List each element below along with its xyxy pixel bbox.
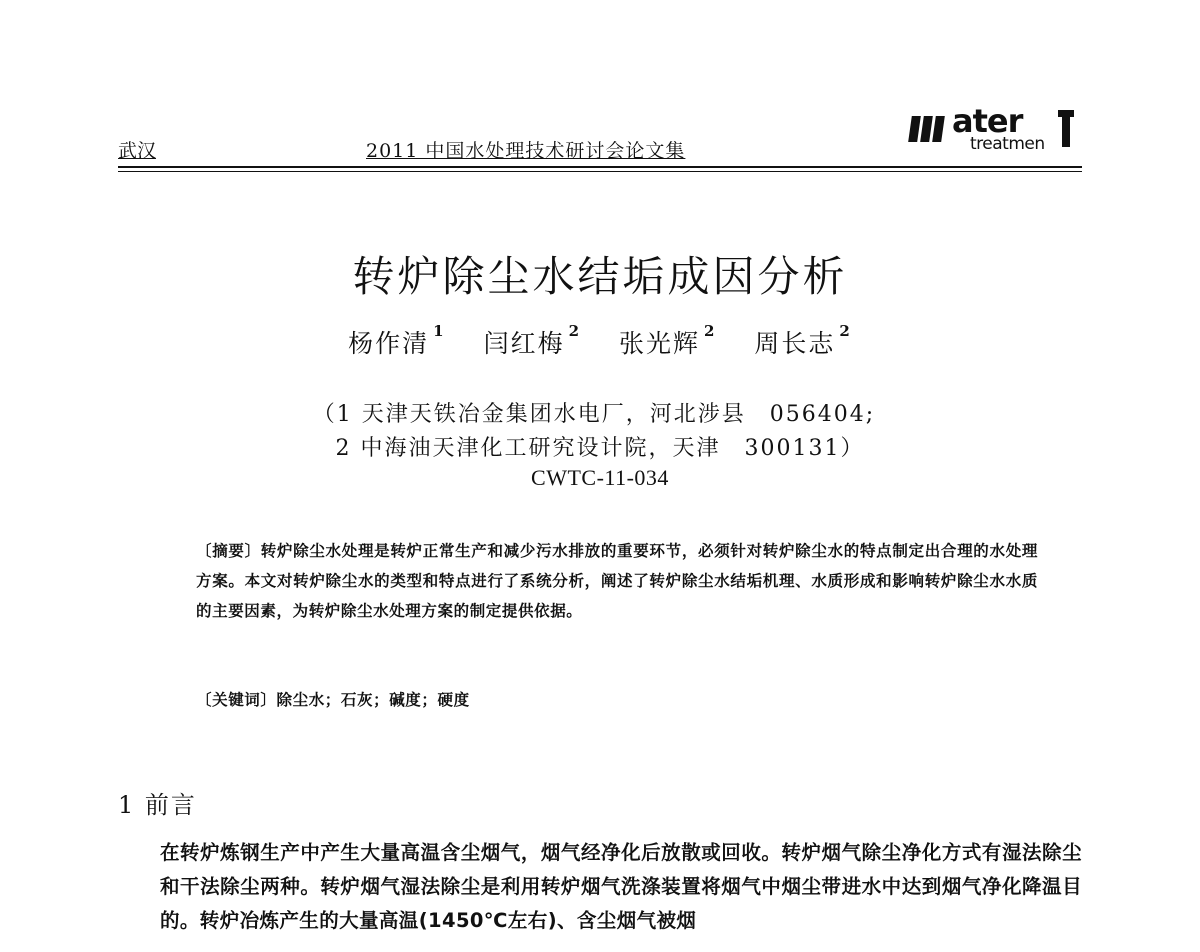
author-list xyxy=(0,324,1200,360)
header-series-title: 2011 中国水处理技术研讨会论文集 xyxy=(366,140,686,162)
water-treatment-logo xyxy=(910,104,1082,162)
document-id: CWTC-11-034 xyxy=(531,465,669,490)
author: 闫红梅 $^2$ xyxy=(483,322,582,358)
section-heading: 1 前言 xyxy=(118,791,197,819)
section-body xyxy=(118,836,1082,938)
author: 杨作清 $^1$ xyxy=(348,322,446,358)
affiliation-1: （1 天津天铁冶金集团水电厂，河北涉县 056404; xyxy=(312,402,876,427)
logo-word-treatmen: treatmen xyxy=(970,134,1045,154)
author: 张光辉 $^2$ xyxy=(618,322,717,358)
paper-title: 转炉除尘水结垢成因分析 xyxy=(352,252,848,301)
author: 周长志 $^2$ xyxy=(754,322,852,358)
header-rule-thick xyxy=(118,166,1082,168)
affiliation-2: 2 中海油天津化工研究设计院，天津 300131） xyxy=(335,436,865,461)
logo-word-ater: ater xyxy=(952,102,1023,140)
logo-t-icon xyxy=(1058,110,1074,150)
abstract xyxy=(166,536,1038,626)
keywords: 〔关键词〕除尘水；石灰；碱度；硬度 xyxy=(196,691,470,709)
header-rule-thin xyxy=(118,171,1082,172)
header-city: 武汉 xyxy=(118,140,157,162)
body-paragraph: 在转炉炼钢生产中产生大量高温含尘烟气，烟气经净化后放散或回收。转炉烟气除尘净化方式有湿法除尘和干法除尘两种。转炉烟气湿法除尘是利用转炉烟气洗涤装置将烟气中烟尘带进水中达到烟气净化降温目的。转炉冶炼产生的大量高温(1450℃左右)、含尘烟气被烟 xyxy=(160,841,1082,932)
abstract-text: 〔摘要〕转炉除尘水处理是转炉正常生产和减少污水排放的重要环节，必须针对转炉除尘水的特点制定出合理的水处理方案。本文对转炉除尘水的类型和特点进行了系统分析，阐述了转炉除尘水结垢机理、水质形成和影响转炉除尘水水质的主要因素，为转炉除尘水处理方案的制定提供依据。 xyxy=(196,542,1038,620)
